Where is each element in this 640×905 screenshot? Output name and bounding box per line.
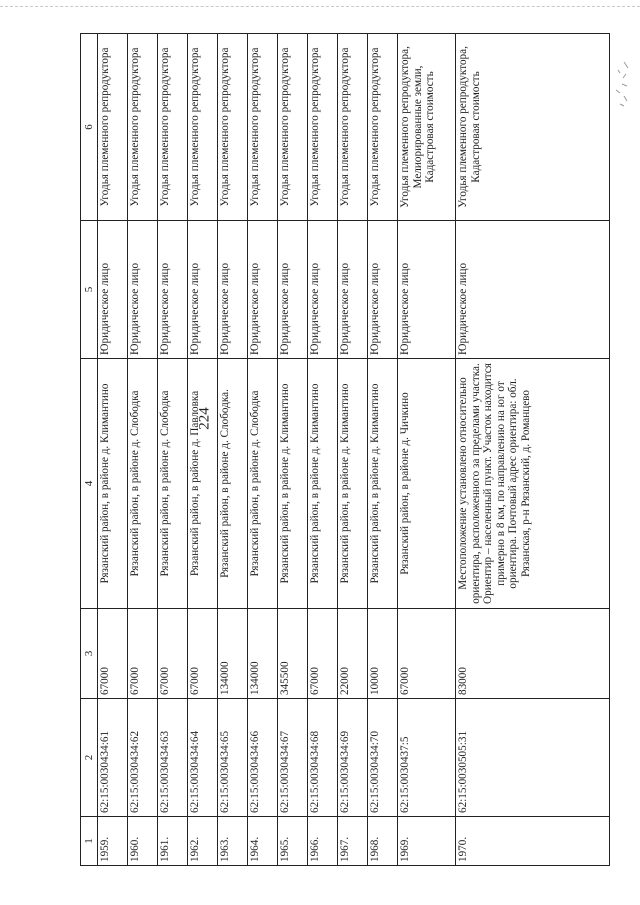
cadastral-number: 62:15:0030434:68 <box>308 699 338 817</box>
plot-category: Угодья племенного репродуктора <box>248 34 278 221</box>
plot-location: Местоположение установлено относительно ориентира, расположенного за пределами участка. Ориентир – населенный пункт. Участок находится примерно в 8 км, по направлению на юг от ориентира. Почтовый адрес ориентира: обл. Рязанская, р-н Рязанский, д. Романцево <box>456 359 610 609</box>
cadastral-number: 62:15:0030434:61 <box>98 699 128 817</box>
plot-category: Угодья племенного репродуктора <box>128 34 158 221</box>
owner-type: Юридическое лицо <box>456 221 610 359</box>
plot-location: Рязанский район, в районе д. Слободка <box>158 359 188 609</box>
cadastral-number: 62:15:0030505:31 <box>456 699 610 817</box>
plot-category: Угодья племенного репродуктора <box>158 34 188 221</box>
row-number: 1961. <box>158 817 188 866</box>
cadastral-number: 62:15:0030434:64 <box>188 699 218 817</box>
row-number: 1968. <box>368 817 398 866</box>
plot-area: 10000 <box>368 609 398 699</box>
plot-area: 134000 <box>248 609 278 699</box>
plot-location: Рязанский район, в районе д. Чичкино <box>398 359 456 609</box>
table-row <box>188 34 218 866</box>
cadastral-number: 62:15:0030434:69 <box>338 699 368 817</box>
plot-category: Угодья племенного репродуктора <box>308 34 338 221</box>
plot-category: Угодья племенного репродуктора <box>338 34 368 221</box>
plot-location: Рязанский район, в районе д. Климантино <box>338 359 368 609</box>
plot-category: Угодья племенного репродуктора <box>278 34 308 221</box>
plot-category: Угодья племенного репродуктора <box>368 34 398 221</box>
plot-category: Угодья племенного репродуктора <box>188 34 218 221</box>
cadastral-number: 62:15:0030434:63 <box>158 699 188 817</box>
column-header: 1 <box>81 817 98 866</box>
cadastral-number: 62:15:0030434:70 <box>368 699 398 817</box>
plot-location: Рязанский район, в районе д. Климантино <box>98 359 128 609</box>
row-number: 1966. <box>308 817 338 866</box>
table-row <box>368 34 398 866</box>
plot-area: 67000 <box>98 609 128 699</box>
row-number: 1969. <box>398 817 456 866</box>
owner-type: Юридическое лицо <box>98 221 128 359</box>
plot-location: Рязанский район, в районе д. Павловка <box>188 359 218 609</box>
owner-type: Юридическое лицо <box>398 221 456 359</box>
column-header: 4 <box>81 359 98 609</box>
row-number: 1962. <box>188 817 218 866</box>
plot-area: 22000 <box>338 609 368 699</box>
table-row <box>278 34 308 866</box>
table-row <box>456 34 610 866</box>
owner-type: Юридическое лицо <box>128 221 158 359</box>
owner-type: Юридическое лицо <box>368 221 398 359</box>
table-row <box>338 34 368 866</box>
page-top-edge <box>0 6 640 7</box>
plot-area: 67000 <box>158 609 188 699</box>
plot-location: Рязанский район, в районе д. Слободка <box>128 359 158 609</box>
table-row <box>248 34 278 866</box>
table-row <box>128 34 158 866</box>
owner-type: Юридическое лицо <box>338 221 368 359</box>
row-number: 1964. <box>248 817 278 866</box>
table-row <box>98 34 128 866</box>
row-number: 1963. <box>218 817 248 866</box>
column-header: 2 <box>81 699 98 817</box>
column-header: 5 <box>81 221 98 359</box>
owner-type: Юридическое лицо <box>248 221 278 359</box>
row-number: 1959. <box>98 817 128 866</box>
cadastral-number: 62:15:0030434:65 <box>218 699 248 817</box>
plot-location: Рязанский район, в районе д. Слободка <box>248 359 278 609</box>
table-row <box>218 34 248 866</box>
table-row <box>398 34 456 866</box>
plot-area: 83000 <box>456 609 610 699</box>
land-plots-table <box>80 33 610 866</box>
plot-location: Рязанский район, в районе д. Климантино <box>368 359 398 609</box>
plot-category: Угодья племенного репродуктора <box>98 34 128 221</box>
table-header-row <box>81 34 98 866</box>
cadastral-number: 62:15:0030437:5 <box>398 699 456 817</box>
owner-type: Юридическое лицо <box>188 221 218 359</box>
owner-type: Юридическое лицо <box>308 221 338 359</box>
column-header: 3 <box>81 609 98 699</box>
column-header: 6 <box>81 34 98 221</box>
plot-area: 67000 <box>308 609 338 699</box>
cadastral-number: 62:15:0030434:62 <box>128 699 158 817</box>
table-row <box>308 34 338 866</box>
plot-area: 67000 <box>398 609 456 699</box>
plot-category: Угодья племенного репродуктора <box>218 34 248 221</box>
row-number: 1967. <box>338 817 368 866</box>
plot-area: 345500 <box>278 609 308 699</box>
owner-type: Юридическое лицо <box>218 221 248 359</box>
cadastral-number: 62:15:0030434:67 <box>278 699 308 817</box>
plot-area: 67000 <box>188 609 218 699</box>
row-number: 1960. <box>128 817 158 866</box>
table-row <box>158 34 188 866</box>
plot-location: Рязанский район, в районе д. Климантино <box>278 359 308 609</box>
plot-location: Рязанский район, в районе д. Климантино <box>308 359 338 609</box>
plot-area: 67000 <box>128 609 158 699</box>
row-number: 1970. <box>456 817 610 866</box>
document-table-rotated <box>80 34 610 866</box>
page-number: 224 <box>196 407 213 430</box>
plot-category: Угодья племенного репродуктора, Мелиорированные земли, Кадастровая стоимость <box>398 34 456 221</box>
plot-area: 134000 <box>218 609 248 699</box>
cadastral-number: 62:15:0030434:66 <box>248 699 278 817</box>
plot-location: Рязанский район, в районе д. Слободка. <box>218 359 248 609</box>
row-number: 1965. <box>278 817 308 866</box>
owner-type: Юридическое лицо <box>278 221 308 359</box>
plot-category: Угодья племенного репродуктора, Кадастровая стоимость <box>456 34 610 221</box>
owner-type: Юридическое лицо <box>158 221 188 359</box>
